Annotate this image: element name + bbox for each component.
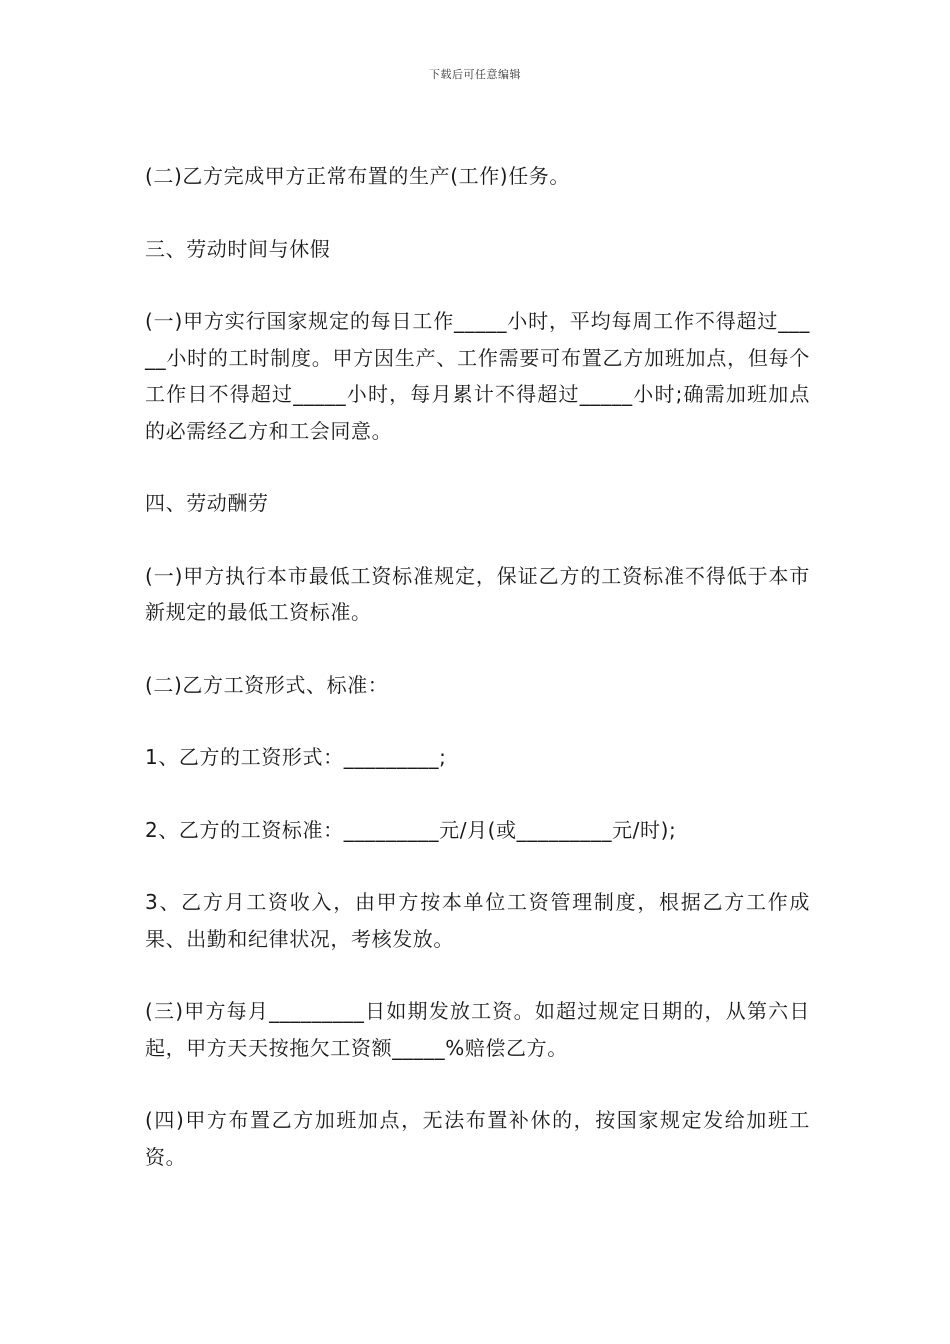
paragraph-overtime-pay: (四)甲方布置乙方加班加点，无法布置补休的，按国家规定发给加班工资。 [145,1108,810,1169]
page-header: 下载后可任意编辑 [429,68,521,81]
paragraph-task: (二)乙方完成甲方正常布置的生产(工作)任务。 [145,164,571,188]
paragraph-working-hours: (一)甲方实行国家规定的每日工作_____小时，平均每周工作不得超过_____小时的工时制度。甲方因生产、工作需要可布置乙方加班加点，但每个工作日不得超过_____小时，每月累计不得超过_____小时;确需加班加点的必需经乙方和工会同意。 [145,309,810,443]
document-body [145,158,810,1211]
paragraph-wage-form: 1、乙方的工资形式：_________; [145,745,447,769]
paragraph-minimum-wage: (一)甲方执行本市最低工资标准规定，保证乙方的工资标准不得低于本市新规定的最低工资标准。 [145,563,810,624]
paragraph-wage-standard: 2、乙方的工资标准：_________元/月(或_________元/时); [145,817,677,842]
paragraph-payday: (三)甲方每月_________日如期发放工资。如超过规定日期的，从第六日起，甲方天天按拖欠工资额_____%赔偿乙方。 [145,999,810,1060]
paragraph-monthly-income: 3、乙方月工资收入，由甲方按本单位工资管理制度，根据乙方工作成果、出勤和纪律状况，考核发放。 [145,890,810,951]
paragraph-wage-form-standard: (二)乙方工资形式、标准： [145,672,389,697]
section-heading-remuneration: 四、劳动酬劳 [145,491,269,515]
section-heading-working-hours: 三、劳动时间与休假 [145,236,331,261]
